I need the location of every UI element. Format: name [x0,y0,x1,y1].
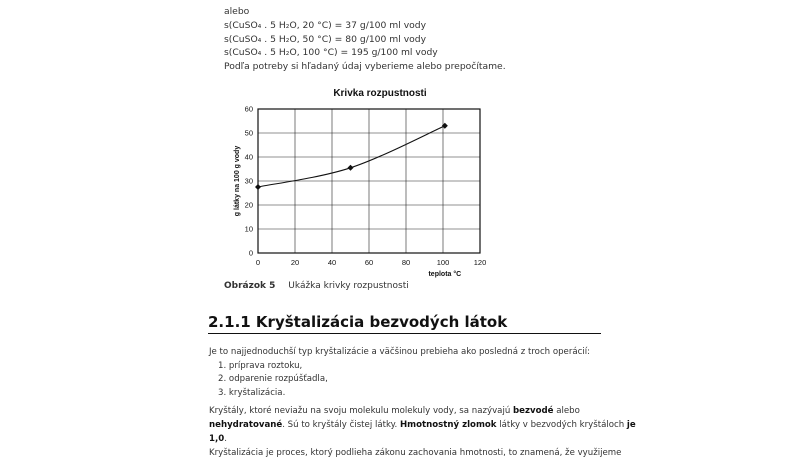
text: . [224,434,227,444]
text: látky v bezvodých kryštáloch [496,420,627,430]
term-value: 1,0 [209,434,225,444]
term-bezvode: bezvodé [513,406,554,416]
chart-title: Krivka rozpustnosti [333,88,427,99]
term-nehydratovane: nehydratované [209,420,283,430]
y-tick-label: 0 [248,248,253,258]
y-tick-label: 10 [244,224,253,234]
x-tick-label: 0 [255,258,261,267]
x-tick-label: 60 [364,258,374,267]
x-tick-label: 80 [401,258,411,267]
y-tick-label: 40 [244,152,253,162]
data-point [255,184,261,190]
y-axis-label: g látky na 100 g vody [234,145,241,217]
paragraph-line [209,406,580,416]
paragraph-line [209,434,227,444]
y-tick-label: 50 [244,128,253,138]
x-tick-label: 120 [473,258,487,267]
text-line: s(CuSO₄ . 5 H₂O, 50 °C) = 80 g/100 ml vody [224,34,427,45]
section-heading: 2.1.1 Kryštalizácia bezvodých látok [208,313,601,334]
caption-text: Ukážka krivky rozpustnosti [288,281,409,291]
text: Kryštály, ktoré neviažu na svoju molekulu molekuly vody, sa nazývajú [209,406,514,416]
caption-label: Obrázok 5 [224,281,276,291]
list-item: 2. odparenie rozpúšťadla, [218,374,328,384]
list-item: 1. príprava roztoku, [218,361,303,371]
text-line: Podľa potreby si hľadaný údaj vyberieme alebo prepočítame. [224,61,506,72]
term-hmotnostny-zlomok: Hmotnostný zlomok [399,420,497,430]
text-line: alebo [224,6,250,17]
text-line: s(CuSO₄ . 5 H₂O, 20 °C) = 37 g/100 ml vody [224,20,427,31]
term-je: je [626,420,636,430]
text: alebo [553,406,580,416]
paragraph-line: Kryštalizácia je proces, ktorý podlieha zákonu zachovania hmotnosti, to znamená, že využijeme [209,448,622,458]
y-tick-label: 60 [244,104,253,114]
x-tick-label: 100 [436,258,450,267]
series-line [258,126,445,187]
text: . Sú to kryštály čistej látky. [282,420,400,430]
data-point [348,165,354,171]
y-tick-label: 20 [244,200,253,210]
x-tick-label: 40 [327,258,337,267]
list-item: 3. kryštalizácia. [218,388,286,398]
paragraph-line [209,420,636,430]
y-tick-label: 30 [244,176,253,186]
solubility-chart [224,100,494,280]
x-tick-label: 20 [290,258,300,267]
x-axis-label: teplota °C [428,271,462,278]
text-line: s(CuSO₄ . 5 H₂O, 100 °C) = 195 g/100 ml vody [224,47,438,58]
paragraph-intro: Je to najjednoduchší typ kryštalizácie a väčšinou prebieha ako posledná z troch operácií: [209,347,591,357]
figure-caption [224,281,409,291]
